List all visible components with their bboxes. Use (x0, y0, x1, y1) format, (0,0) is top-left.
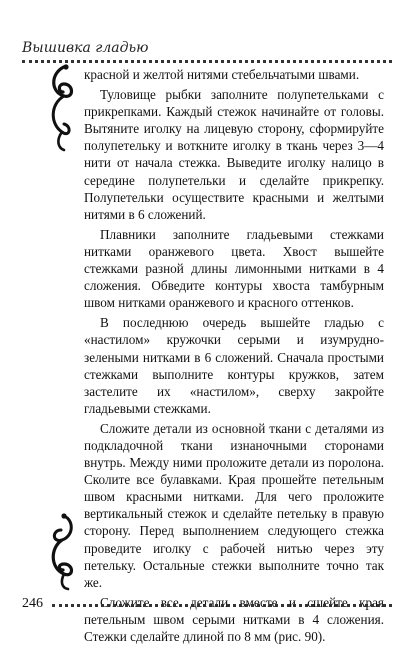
paragraph: Туловище рыбки заполните полупетельками с прикрепками. Каждый стежок начинайте от головы. Вытяните иголку на лицевую сторону, сформируйте полупетельку и воткните иголку в ткань через 3—4 нити от начала стежка. Выведите иголку налицо в середине полупетельки и сделайте прикрепку. Полупетельки осуществите красными и желтыми нитями в 6 сложений. (84, 87, 384, 222)
paragraph: Плавники заполните гладьевыми стежками нитками оранжевого цвета. Хвост вышейте стежками разной длины лимонными нитками в 4 сложения. Обведите контуры хвоста тамбурным швом нитками оранжевого и красного оттенков. (84, 226, 384, 311)
flourish-top-icon (44, 62, 78, 154)
running-title: Вышивка гладью (22, 40, 149, 56)
paragraph: В последнюю очередь вышейте гладью с «настилом» кружочки серыми и изумрудно-зелеными нитками в 6 сложений. Сначала простыми стежками выполните контуры кружков, затем застелите их «настилом», сверху закройте гладьевыми стежками. (84, 315, 384, 416)
paragraph: Сложите все детали вместе и сшейте края петельным швом серыми нитками в 4 сложения. Стежки сделайте длиной по 8 мм (рис. 90). (84, 594, 384, 644)
paragraph: красной и желтой нитями стебельчатыми швами. (84, 67, 360, 82)
body-text (84, 66, 384, 648)
page-number: 246 (22, 596, 43, 611)
paragraph: Сложите детали из основной ткани с деталями из подкладочной ткани изнаночными сторонами внутрь. Между ними проложите детали из поролона. Сколите все булавками. Края прошейте петельным швом красными нитками. Для чего проложите вертикальный стежок и сделайте петельку в правую сторону. Перед выполнением следующего стежка проведите иголку с рабочей нитью через эту петельку. Остальные стежки выполните точно так же. (84, 420, 384, 590)
flourish-bottom-icon (44, 512, 78, 592)
footer-rule (52, 604, 392, 607)
